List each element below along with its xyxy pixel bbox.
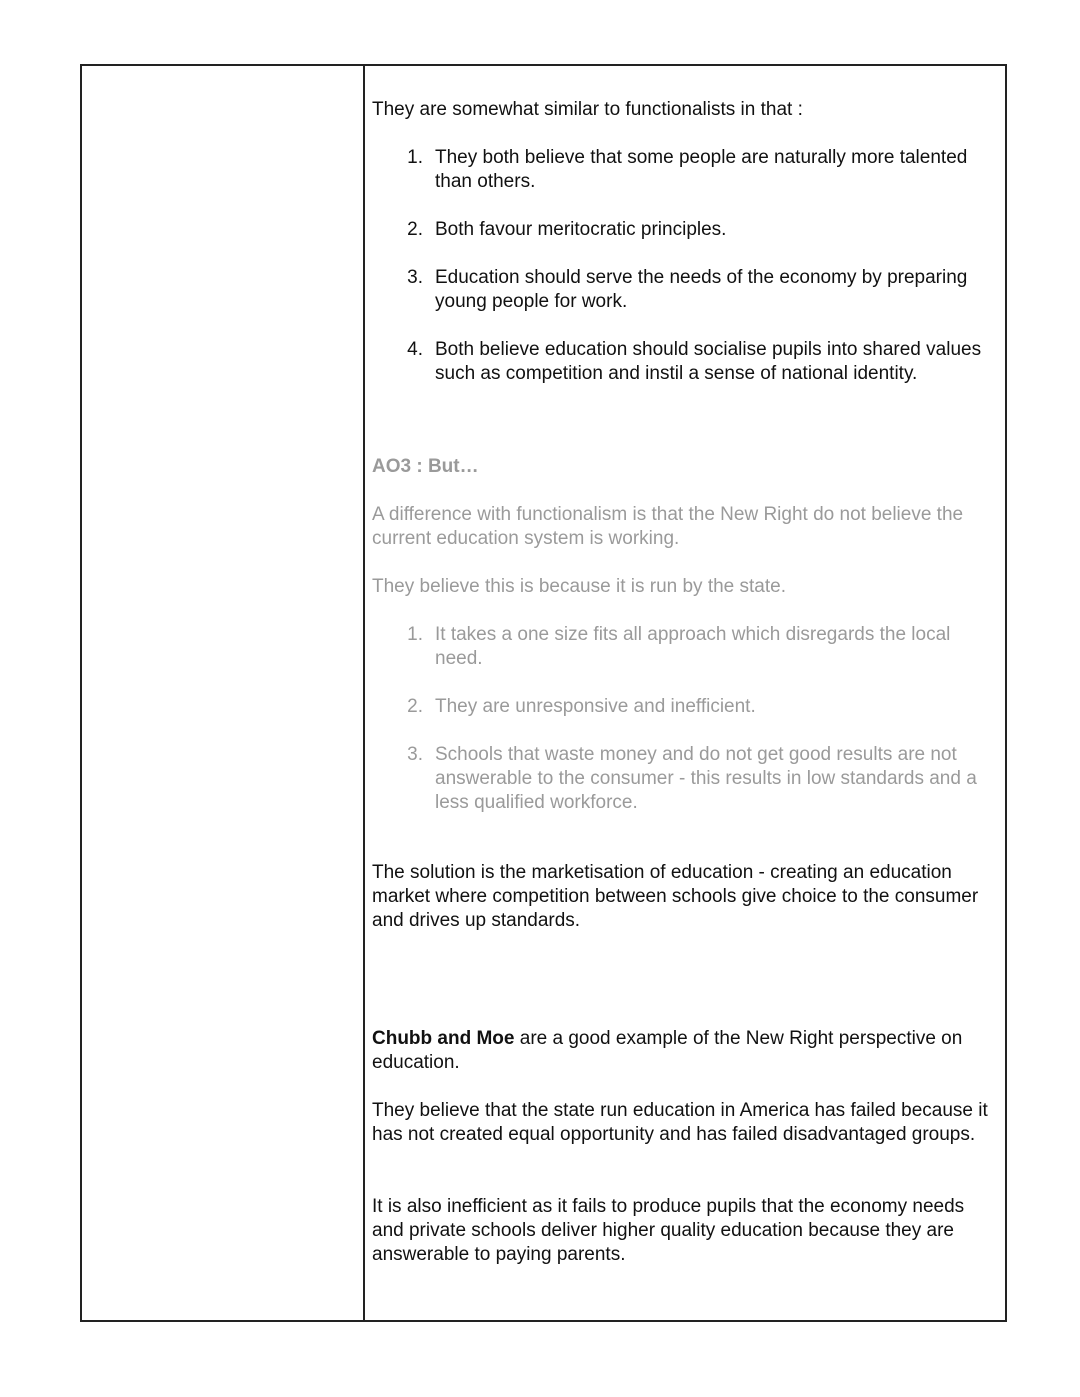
list-text: Education should serve the needs of the economy by preparing young people for work. (435, 267, 968, 312)
list-text: They both believe that some people are naturally more talented than others. (435, 147, 968, 192)
list-number: 2. (407, 219, 423, 240)
chubb-moe-paragraph (372, 1027, 997, 1075)
state-reason-text: They believe this is because it is run by the state. (372, 576, 786, 597)
list-item (372, 146, 997, 194)
list-item (372, 218, 997, 242)
inefficient-text: It is also inefficient as it fails to produce pupils that the economy needs and private schools deliver higher quality education because they are answerable to paying parents. (372, 1196, 965, 1265)
list-number: 4. (407, 339, 423, 360)
list-item (372, 743, 997, 815)
list-item (372, 623, 997, 671)
solution-text: The solution is the marketisation of education - creating an education market where competition between schools give choice to the consumer and drives up standards. (372, 862, 979, 931)
america-text: They believe that the state run education in America has failed because it has not created equal opportunity and has failed disadvantaged groups. (372, 1100, 988, 1145)
left-column-cell (82, 66, 365, 1320)
list-number: 1. (407, 147, 423, 168)
list-text: They are unresponsive and inefficient. (435, 696, 756, 717)
list-number: 2. (407, 696, 423, 717)
list-text: Both favour meritocratic principles. (435, 219, 727, 240)
list-text: Schools that waste money and do not get good results are not answerable to the consumer - this results in low standards and a less qualified workforce. (435, 744, 977, 813)
difference-text: A difference with functionalism is that the New Right do not believe the current education system is working. (372, 504, 964, 549)
list-number: 3. (407, 744, 423, 765)
list-text: Both believe education should socialise pupils into shared values such as competition and instil a sense of national identity. (435, 339, 982, 384)
criticisms-list (372, 623, 997, 815)
chubb-moe-text: are a good example of the New Right perspective on education. (372, 1028, 963, 1073)
ao3-heading: AO3 : But… (372, 456, 479, 477)
list-item (372, 338, 997, 386)
chubb-moe-name: Chubb and Moe (372, 1028, 515, 1049)
list-number: 3. (407, 267, 423, 288)
list-item (372, 695, 997, 719)
list-number: 1. (407, 624, 423, 645)
intro-text: They are somewhat similar to functionalists in that : (372, 99, 803, 120)
list-item (372, 266, 997, 314)
notes-table (80, 64, 1007, 1322)
list-text: It takes a one size fits all approach which disregards the local need. (435, 624, 951, 669)
right-column-cell (365, 66, 1005, 1320)
similarities-list (372, 146, 997, 386)
